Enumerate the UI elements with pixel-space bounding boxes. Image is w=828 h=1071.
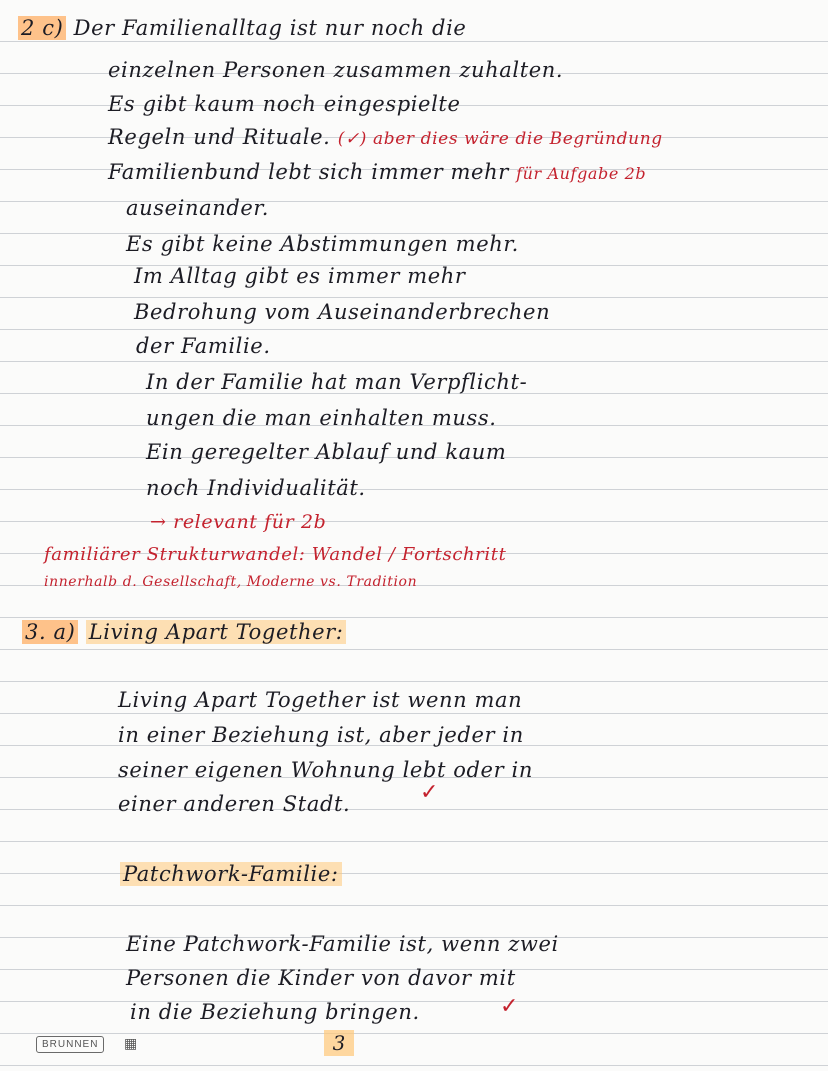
teacher-comment: (✓) aber dies wäre die Begründung <box>337 129 663 149</box>
task-number-3a: 3. a) <box>22 620 78 644</box>
text-line: ungen die man einhalten muss. <box>146 406 497 430</box>
text-line: Es gibt kaum noch eingespielte <box>108 92 461 116</box>
teacher-comment: für Aufgabe 2b <box>516 164 647 183</box>
text-line: Bedrohung vom Auseinanderbrechen <box>134 300 551 324</box>
brunnen-logo: BRUNNEN <box>36 1036 104 1053</box>
line-text: Der Familienalltag ist nur noch die <box>73 16 467 40</box>
text-line: in einer Beziehung ist, aber jeder in <box>118 723 524 747</box>
task-number-2c: 2 c) <box>18 16 66 40</box>
page-number: 3 <box>324 1030 354 1056</box>
line-text: Regeln und Rituale. <box>108 125 331 149</box>
text-line: Eine Patchwork-Familie ist, wenn zwei <box>126 932 559 956</box>
patchwork-heading <box>120 862 342 886</box>
text-line: in die Beziehung bringen. <box>130 1000 420 1024</box>
section-title: Living Apart Together: <box>86 620 347 644</box>
teacher-note-line1: familiärer Strukturwandel: Wandel / Fortschritt <box>44 544 507 565</box>
text-line: Es gibt keine Abstimmungen mehr. <box>126 232 519 256</box>
answer-2c-heading <box>18 16 466 40</box>
text-line: Personen die Kinder von davor mit <box>126 966 516 990</box>
brand-mark-icon: ▦ <box>124 1036 138 1052</box>
text-line: noch Individualität. <box>146 476 366 500</box>
text-line: Ein geregelter Ablauf und kaum <box>146 440 507 464</box>
teacher-note-line2: innerhalb d. Gesellschaft, Moderne vs. Tradition <box>44 574 418 590</box>
text-line: seiner eigenen Wohnung lebt oder in <box>118 758 533 782</box>
text-line <box>108 125 663 151</box>
text-line: In der Familie hat man Verpflicht- <box>146 370 528 394</box>
text-line: einer anderen Stadt. <box>118 792 351 816</box>
text-line: Im Alltag gibt es immer mehr <box>134 264 466 288</box>
text-line: Living Apart Together ist wenn man <box>118 688 523 712</box>
text-line <box>108 160 646 186</box>
checkmark-icon: ✓ <box>420 780 439 805</box>
text-line: einzelnen Personen zusammen zuhalten. <box>108 58 564 82</box>
line-text: Familienbund lebt sich immer mehr <box>108 160 509 184</box>
section-title: Patchwork-Familie: <box>120 862 342 886</box>
text-line: der Familie. <box>136 334 271 358</box>
checkmark-icon: ✓ <box>500 994 519 1019</box>
section-3a-heading <box>22 620 346 644</box>
text-line: auseinander. <box>126 196 270 220</box>
teacher-note-relevant: → relevant für 2b <box>150 511 327 533</box>
